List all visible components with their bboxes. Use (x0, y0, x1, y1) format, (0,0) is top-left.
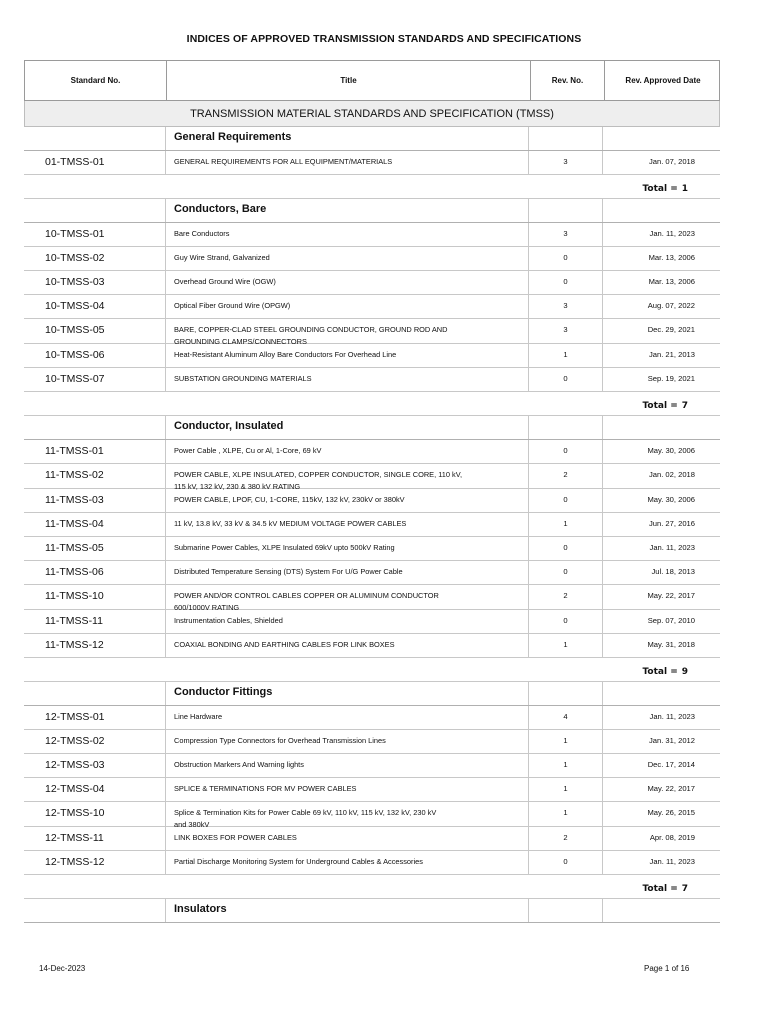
total-label: Total = (642, 184, 678, 194)
category-empty-cell (24, 416, 165, 439)
standard-no-cell: 10-TMSS-02 (45, 252, 105, 264)
category-empty-cell (529, 199, 603, 222)
rev-no-cell: 0 (529, 271, 603, 294)
table-row (24, 537, 720, 561)
title-cell (165, 561, 529, 584)
category-empty-cell (603, 682, 720, 705)
rev-no-cell: 0 (529, 610, 603, 633)
rev-date-cell: Jan. 07, 2018 (648, 157, 695, 166)
rev-date-cell: Mar. 13, 2006 (648, 277, 695, 286)
rev-no-cell: 0 (529, 368, 603, 391)
group-total-row (24, 875, 720, 899)
table-row (24, 344, 720, 368)
category-name: Conductor, Insulated (165, 416, 529, 439)
total-value: 9 (681, 667, 688, 677)
title-line: Obstruction Markers And Warning lights (174, 760, 304, 769)
table-row (24, 513, 720, 537)
title-line: BARE, COPPER-CLAD STEEL GROUNDING CONDUCTOR, GROUND ROD AND (174, 325, 448, 334)
title-line: Heat-Resistant Aluminum Alloy Bare Conductors For Overhead Line (174, 350, 397, 359)
category-name: Insulators (165, 899, 529, 922)
category-empty-cell (603, 899, 720, 922)
group-total (642, 667, 688, 677)
title-line: Optical Fiber Ground Wire (OPGW) (174, 301, 291, 310)
title-cell (165, 271, 529, 294)
title-line: GENERAL REQUIREMENTS FOR ALL EQUIPMENT/MATERIALS (174, 157, 393, 166)
standard-no-cell: 12-TMSS-03 (45, 759, 105, 771)
standard-no-cell: 11-TMSS-12 (45, 639, 104, 651)
header-rev-no: Rev. No. (530, 61, 604, 100)
title-cell (165, 778, 529, 801)
title-line: GROUNDING CLAMPS/CONNECTORS (174, 337, 307, 346)
table-row (24, 295, 720, 319)
rev-no-cell: 0 (529, 851, 603, 874)
standard-no-cell: 10-TMSS-06 (45, 349, 105, 361)
rev-date-cell: Dec. 29, 2021 (647, 325, 695, 334)
table-row (24, 610, 720, 634)
category-empty-cell (529, 899, 603, 922)
total-label: Total = (642, 401, 678, 411)
title-cell (165, 610, 529, 633)
standard-no-cell: 12-TMSS-12 (45, 856, 105, 868)
category-empty-cell (24, 199, 165, 222)
rev-no-cell: 0 (529, 537, 603, 560)
rev-no-cell: 0 (529, 440, 603, 463)
title-line: 600/1000V RATING (174, 603, 240, 612)
group-total-row (24, 175, 720, 199)
title-line: Splice & Termination Kits for Power Cable 69 kV, 110 kV, 115 kV, 132 kV, 230 kV (174, 808, 437, 817)
rev-no-cell: 3 (529, 223, 603, 246)
rev-no-cell: 3 (529, 319, 603, 343)
total-value: 7 (681, 401, 688, 411)
category-empty-cell (603, 127, 720, 150)
rev-date-cell: Jun. 27, 2016 (648, 519, 695, 528)
total-label: Total = (642, 667, 678, 677)
category-name: General Requirements (165, 127, 529, 150)
standard-no-cell: 11-TMSS-01 (45, 445, 104, 457)
standard-no-cell: 11-TMSS-11 (45, 615, 103, 627)
standard-no-cell: 12-TMSS-01 (45, 711, 105, 723)
standard-no-cell: 11-TMSS-06 (45, 566, 104, 578)
table-row (24, 489, 720, 513)
table-body (24, 127, 720, 923)
table-row (24, 440, 720, 464)
standard-no-cell: 10-TMSS-03 (45, 276, 105, 288)
standard-no-cell: 10-TMSS-07 (45, 373, 105, 385)
table-row (24, 368, 720, 392)
group-total (642, 184, 688, 194)
table-row (24, 778, 720, 802)
table-row (24, 851, 720, 875)
title-line: SPLICE & TERMINATIONS FOR MV POWER CABLES (174, 784, 357, 793)
standard-no-cell: 12-TMSS-02 (45, 735, 105, 747)
rev-no-cell: 4 (529, 706, 603, 729)
rev-date-cell: Dec. 17, 2014 (647, 760, 695, 769)
standard-no-cell: 10-TMSS-01 (45, 228, 105, 240)
standards-table (24, 60, 720, 923)
category-row (24, 199, 720, 223)
table-row (24, 706, 720, 730)
title-cell (165, 440, 529, 463)
category-name: Conductors, Bare (165, 199, 529, 222)
standard-no-cell: 11-TMSS-10 (45, 590, 104, 602)
rev-no-cell: 0 (529, 489, 603, 512)
title-line: Submarine Power Cables, XLPE Insulated 69kV upto 500kV Rating (174, 543, 395, 552)
category-empty-cell (603, 416, 720, 439)
group-total-row (24, 658, 720, 682)
title-line: Line Hardware (174, 712, 223, 721)
group-total (642, 884, 688, 894)
rev-date-cell: Jan. 02, 2018 (648, 470, 695, 479)
standard-no-cell: 11-TMSS-05 (45, 542, 104, 554)
table-row (24, 754, 720, 778)
title-cell (165, 827, 529, 850)
title-line: Distributed Temperature Sensing (DTS) System For U/G Power Cable (174, 567, 403, 576)
table-row (24, 151, 720, 175)
standard-no-cell: 12-TMSS-10 (45, 807, 105, 819)
rev-date-cell: Jan. 11, 2023 (649, 857, 695, 866)
title-line: POWER AND/OR CONTROL CABLES COPPER OR ALUMINUM CONDUCTOR (174, 591, 439, 600)
title-line: COAXIAL BONDING AND EARTHING CABLES FOR LINK BOXES (174, 640, 395, 649)
rev-no-cell: 3 (529, 295, 603, 318)
category-empty-cell (24, 682, 165, 705)
rev-date-cell: May. 22, 2017 (647, 591, 695, 600)
table-header (24, 60, 720, 101)
table-row (24, 247, 720, 271)
standard-no-cell: 11-TMSS-02 (45, 469, 104, 481)
table-row (24, 730, 720, 754)
rev-date-cell: Jan. 11, 2023 (649, 712, 695, 721)
title-cell (165, 295, 529, 318)
title-line: Guy Wire Strand, Galvanized (174, 253, 270, 262)
title-line: Overhead Ground Wire (OGW) (174, 277, 276, 286)
standard-no-cell: 11-TMSS-04 (45, 518, 104, 530)
category-name: Conductor Fittings (165, 682, 529, 705)
rev-date-cell: May. 26, 2015 (647, 808, 695, 817)
title-cell (165, 464, 529, 491)
table-row (24, 464, 720, 489)
document-title: INDICES OF APPROVED TRANSMISSION STANDARDS AND SPECIFICATIONS (186, 33, 582, 45)
title-cell (165, 851, 529, 874)
title-cell (165, 344, 529, 367)
title-cell (165, 537, 529, 560)
category-row (24, 127, 720, 151)
title-cell (165, 489, 529, 512)
title-cell (165, 151, 529, 174)
standard-no-cell: 10-TMSS-05 (45, 324, 105, 336)
category-empty-cell (603, 199, 720, 222)
rev-date-cell: Jul. 18, 2013 (651, 567, 695, 576)
table-row (24, 827, 720, 851)
rev-date-cell: Jan. 31, 2012 (648, 736, 695, 745)
rev-date-cell: May. 22, 2017 (647, 784, 695, 793)
title-line: 11 kV, 13.8 kV, 33 kV & 34.5 kV MEDIUM VOLTAGE POWER CABLES (174, 519, 407, 528)
rev-date-cell: Apr. 08, 2019 (649, 833, 695, 842)
table-row (24, 802, 720, 827)
rev-date-cell: May. 30, 2006 (647, 446, 695, 455)
category-empty-cell (529, 127, 603, 150)
rev-no-cell: 1 (529, 634, 603, 657)
standard-no-cell: 01-TMSS-01 (45, 156, 105, 168)
title-line: LINK BOXES FOR POWER CABLES (174, 833, 297, 842)
title-line: Compression Type Connectors for Overhead Transmission Lines (174, 736, 386, 745)
table-row (24, 271, 720, 295)
table-row (24, 223, 720, 247)
rev-no-cell: 1 (529, 802, 603, 826)
table-row (24, 319, 720, 344)
total-value: 7 (681, 884, 688, 894)
total-value: 1 (681, 184, 688, 194)
table-row (24, 585, 720, 610)
rev-no-cell: 1 (529, 344, 603, 367)
footer-page-number: Page 1 of 16 (644, 964, 690, 973)
header-title: Title (166, 61, 530, 100)
title-line: POWER CABLE, LPOF, CU, 1-CORE, 115kV, 132 kV, 230kV or 380kV (174, 495, 405, 504)
title-cell (165, 585, 529, 612)
rev-date-cell: Aug. 07, 2022 (647, 301, 695, 310)
rev-no-cell: 1 (529, 730, 603, 753)
title-cell (165, 802, 529, 829)
title-cell (165, 368, 529, 391)
category-row (24, 682, 720, 706)
rev-date-cell: Jan. 21, 2013 (648, 350, 695, 359)
title-line: POWER CABLE, XLPE INSULATED, COPPER CONDUCTOR, SINGLE CORE, 110 kV, (174, 470, 463, 479)
title-line: 115 kV, 132 kV, 230 & 380 kV RATING (174, 482, 301, 491)
standard-no-cell: 10-TMSS-04 (45, 300, 105, 312)
title-cell (165, 730, 529, 753)
category-empty-cell (24, 127, 165, 150)
group-total-row (24, 392, 720, 416)
rev-date-cell: May. 31, 2018 (647, 640, 695, 649)
table-row (24, 634, 720, 658)
rev-date-cell: Jan. 11, 2023 (649, 543, 695, 552)
title-cell (165, 513, 529, 536)
title-cell (165, 634, 529, 657)
title-cell (165, 223, 529, 246)
rev-no-cell: 1 (529, 513, 603, 536)
category-row (24, 416, 720, 440)
title-line: and 380kV (174, 820, 210, 829)
rev-no-cell: 3 (529, 151, 603, 174)
title-cell (165, 754, 529, 777)
rev-no-cell: 2 (529, 827, 603, 850)
title-line: SUBSTATION GROUNDING MATERIALS (174, 374, 312, 383)
title-line: Power Cable , XLPE, Cu or Al, 1-Core, 69 kV (174, 446, 322, 455)
category-empty-cell (529, 682, 603, 705)
rev-no-cell: 1 (529, 778, 603, 801)
header-rev-approved-date: Rev. Approved Date (604, 61, 721, 100)
title-line: Instrumentation Cables, Shielded (174, 616, 283, 625)
rev-no-cell: 1 (529, 754, 603, 777)
rev-no-cell: 2 (529, 585, 603, 609)
rev-date-cell: Sep. 07, 2010 (647, 616, 695, 625)
section-title: TRANSMISSION MATERIAL STANDARDS AND SPECIFICATION (TMSS) (24, 101, 720, 127)
header-standard-no: Standard No. (70, 76, 121, 85)
title-cell (165, 247, 529, 270)
standard-no-cell: 12-TMSS-11 (45, 832, 104, 844)
group-total (642, 401, 688, 411)
category-row (24, 899, 720, 923)
rev-date-cell: May. 30, 2006 (647, 495, 695, 504)
rev-date-cell: Sep. 19, 2021 (647, 374, 695, 383)
standard-no-cell: 11-TMSS-03 (45, 494, 104, 506)
title-cell (165, 319, 529, 346)
total-label: Total = (642, 884, 678, 894)
rev-no-cell: 0 (529, 247, 603, 270)
category-empty-cell (24, 899, 165, 922)
rev-date-cell: Mar. 13, 2006 (648, 253, 695, 262)
rev-no-cell: 0 (529, 561, 603, 584)
title-line: Bare Conductors (174, 229, 230, 238)
rev-no-cell: 2 (529, 464, 603, 488)
rev-date-cell: Jan. 11, 2023 (649, 229, 695, 238)
category-empty-cell (529, 416, 603, 439)
standard-no-cell: 12-TMSS-04 (45, 783, 105, 795)
table-row (24, 561, 720, 585)
title-cell (165, 706, 529, 729)
footer-date: 14-Dec-2023 (39, 964, 86, 973)
title-line: Partial Discharge Monitoring System for Underground Cables & Accessories (174, 857, 423, 866)
